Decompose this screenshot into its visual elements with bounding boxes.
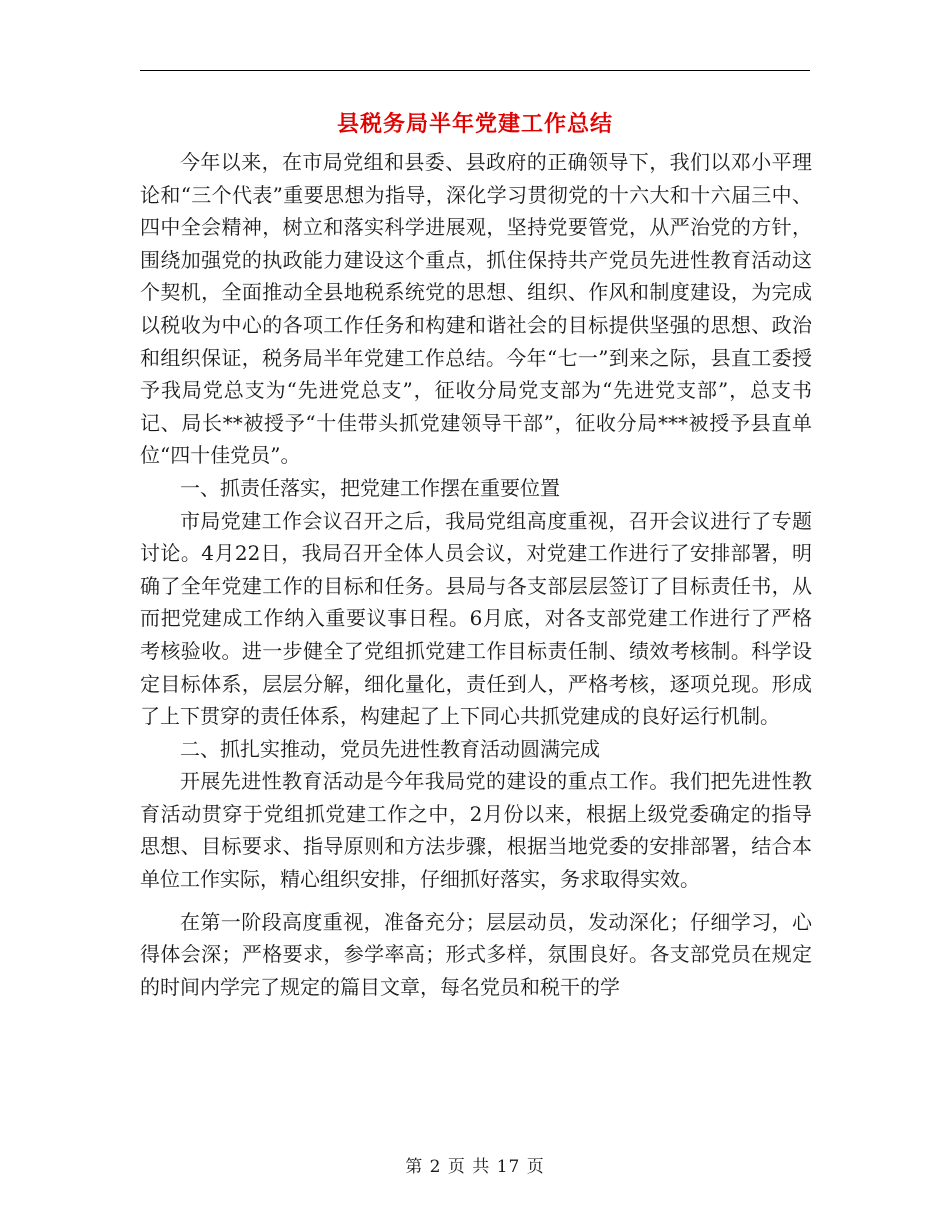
section-heading-2: 二、抓扎实推动，党员先进性教育活动圆满完成 [180, 736, 600, 761]
page-number: 第 2 页 共 17 页 [405, 1157, 545, 1177]
document-body [140, 146, 812, 1003]
section-2-paragraph: 开展先进性教育活动是今年我局党的建设的重点工作。我们把先进性教育活动贯穿于党组抓党建工作之中，2月份以来，根据上级党委确定的指导思想、目标要求、指导原则和方法步骤，根据当地党委的安排部署，结合本单位工作实际，精心组织安排，仔细抓好落实，务求取得实效。 [140, 769, 812, 892]
section-2-paragraph-continued: 在第一阶段高度重视，准备充分；层层动员，发动深化；仔细学习，心得体会深；严格要求，参学率高；形式多样，氛围良好。各支部党员在规定的时间内学完了规定的篇目文章，每名党员和税干的学 [140, 909, 812, 999]
section-heading-1: 一、抓责任落实，把党建工作摆在重要位置 [180, 475, 560, 500]
intro-paragraph: 今年以来，在市局党组和县委、县政府的正确领导下，我们以邓小平理论和“三个代表”重要思想为指导，深化学习贯彻党的十六大和十六届三中、四中全会精神，树立和落实科学进展观，坚持党要管党，从严治党的方针，围绕加强党的执政能力建设这个重点，抓住保持共产党员先进性教育活动这个契机，全面推动全县地税系统党的思想、组织、作风和制度建设，为完成以税收为中心的各项工作任务和构建和谐社会的目标提供坚强的思想、政治和组织保证，税务局半年党建工作总结。今年“七一”到来之际，县直工委授予我局党总支为“先进党总支”，征收分局党支部为“先进党支部”，总支书记、局长**被授予“十佳带头抓党建领导干部”，征收分局***被授予县直单位“四十佳党员”。 [140, 150, 812, 468]
document-title: 县税务局半年党建工作总结 [336, 111, 613, 137]
section-1-paragraph: 市局党建工作会议召开之后，我局党组高度重视，召开会议进行了专题讨论。4月22日，我局召开全体人员会议，对党建工作进行了安排部署，明确了全年党建工作的目标和任务。县局与各支部层层签订了目标责任书，从而把党建成工作纳入重要议事日程。6月底，对各支部党建工作进行了严格考核验收。进一步健全了党组抓党建工作目标责任制、绩效考核制。科学设定目标体系，层层分解，细化量化，责任到人，严格考核，逐项兑现。形成了上下贯穿的责任体系，构建起了上下同心共抓党建成的良好运行机制。 [140, 508, 812, 729]
header-rule [140, 70, 810, 71]
